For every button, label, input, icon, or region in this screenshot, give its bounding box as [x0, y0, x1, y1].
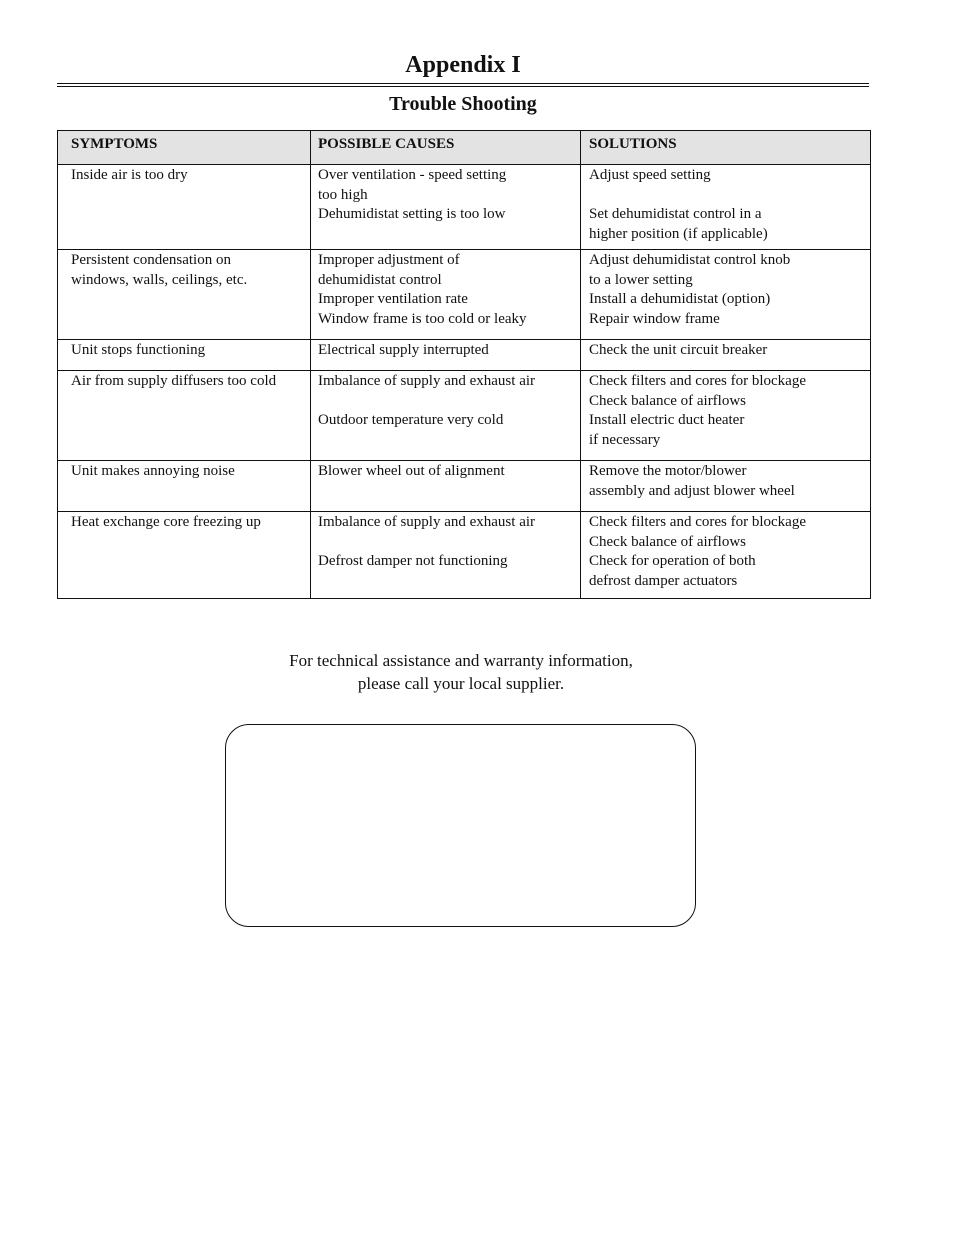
title-rule-bottom [57, 86, 869, 87]
table-header-row [58, 131, 871, 165]
cell-line: Adjust dehumidistat control knob [589, 252, 791, 268]
cell-line [589, 186, 866, 206]
cell-line: Install electric duct heater [589, 412, 745, 429]
cell-line: Inside air is too dry [71, 167, 188, 183]
cell-line: Repair window frame [589, 311, 720, 328]
cell-line: Defrost damper not functioning [318, 553, 508, 570]
cell-line: Adjust speed setting [589, 167, 711, 183]
solutions-cell [581, 340, 871, 371]
cell-line: Unit stops functioning [71, 342, 206, 358]
causes-cell [311, 250, 581, 340]
causes-cell [311, 340, 581, 371]
symptom-cell [58, 371, 311, 461]
solutions-cell [581, 371, 871, 461]
cell-line: Window frame is too cold or leaky [318, 311, 527, 328]
causes-cell [311, 165, 581, 250]
contact-line-2: please call your local supplier. [357, 674, 565, 693]
causes-cell [311, 461, 581, 512]
header-solutions: SOLUTIONS [581, 131, 871, 165]
cell-line: Imbalance of supply and exhaust air [318, 514, 536, 530]
cell-line: Dehumidistat setting is too low [318, 206, 506, 223]
header-symptoms: SYMPTOMS [58, 131, 311, 165]
cell-line: Outdoor temperature very cold [318, 412, 504, 429]
symptom-cell [58, 461, 311, 512]
title-rule-top [57, 83, 869, 84]
cell-line: defrost damper actuators [589, 573, 738, 590]
trouble-shooting-table [57, 130, 871, 599]
cell-line: higher position (if applicable) [589, 226, 768, 243]
cell-line: to a lower setting [589, 271, 693, 288]
symptom-cell [58, 165, 311, 250]
cell-line: Check filters and cores for blockage [589, 373, 806, 389]
cell-line: Remove the motor/blower [589, 463, 747, 479]
cell-line: Check balance of airflows [589, 392, 747, 409]
cell-line: if necessary [589, 432, 661, 449]
cell-line: Improper ventilation rate [318, 291, 468, 308]
contact-note [0, 649, 922, 695]
solutions-cell [581, 250, 871, 340]
page-subtitle: Trouble Shooting [389, 93, 537, 115]
cell-line: Install a dehumidistat (option) [589, 291, 771, 308]
cell-line: Imbalance of supply and exhaust air [318, 373, 536, 389]
table-row [58, 512, 871, 599]
cell-line: Check for operation of both [589, 553, 756, 570]
cell-line: Check filters and cores for blockage [589, 514, 806, 530]
cell-line: dehumidistat control [318, 271, 442, 288]
table-row [58, 250, 871, 340]
cell-line: Blower wheel out of alignment [318, 463, 505, 479]
symptom-cell [58, 250, 311, 340]
cell-line [318, 533, 576, 553]
table-row [58, 461, 871, 512]
cell-line: Electrical supply interrupted [318, 342, 489, 358]
symptom-cell [58, 512, 311, 599]
cell-line: Unit makes annoying noise [71, 463, 235, 479]
cell-line: Improper adjustment of [318, 252, 460, 268]
cell-line: Air from supply diffusers too cold [71, 373, 277, 389]
solutions-cell [581, 512, 871, 599]
dealer-stamp-box [225, 724, 696, 927]
cell-line: Check the unit circuit breaker [589, 342, 768, 358]
symptom-cell [58, 340, 311, 371]
header-possible-causes: POSSIBLE CAUSES [311, 131, 581, 165]
solutions-cell [581, 461, 871, 512]
cell-line: too high [318, 186, 368, 203]
table-row [58, 165, 871, 250]
table-row [58, 371, 871, 461]
cell-line: Set dehumidistat control in a [589, 206, 762, 223]
cell-line: Check balance of airflows [589, 533, 747, 550]
causes-cell [311, 512, 581, 599]
table-row [58, 340, 871, 371]
cell-line: Over ventilation - speed setting [318, 167, 507, 183]
page-title: Appendix I [405, 52, 521, 78]
cell-line: windows, walls, ceilings, etc. [71, 271, 248, 288]
causes-cell [311, 371, 581, 461]
cell-line: assembly and adjust blower wheel [589, 482, 795, 499]
cell-line: Persistent condensation on [71, 252, 231, 268]
cell-line: Heat exchange core freezing up [71, 514, 261, 530]
solutions-cell [581, 165, 871, 250]
cell-line [318, 392, 576, 412]
contact-line-1: For technical assistance and warranty information, [289, 651, 633, 670]
